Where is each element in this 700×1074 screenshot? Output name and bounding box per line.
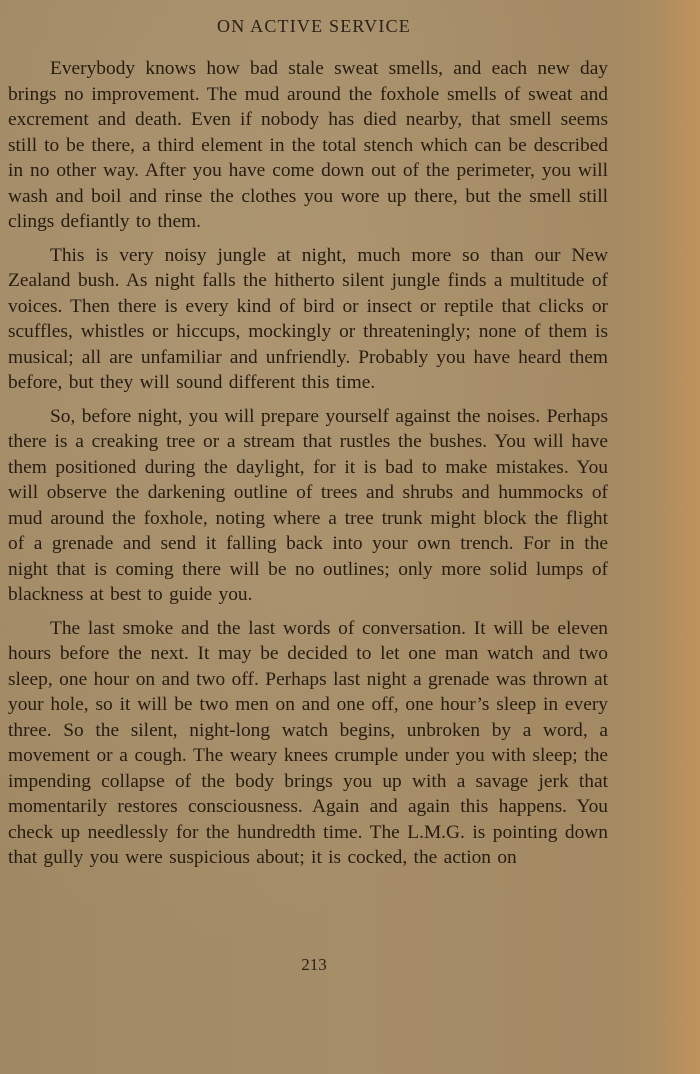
paragraph-4: The last smoke and the last words of conversation. It will be eleven hours before the next. It may be decided to let one man watch and two sleep, one hour on and two off. Perhaps last night a grenade was thrown at your hole, so it will be two men on and one off, one hour’s sleep in every three. So the silent, night-long watch begins, unbroken by a word, a movement or a cough. The weary knees crumple under you with sleep; the impending collapse of the body brings you up with a savage jerk that momentarily restores consciousness. Again and again this happens. You check up needlessly for the hundredth time. The L.M.G. is pointing down that gully you were suspicious about; it is cocked, the action on <box>8 617 608 868</box>
paragraph-3: So, before night, you will prepare yourself against the noises. Perhaps there is a creaking tree or a stream that rustles the bushes. You will have them positioned during the daylight, for it is bad to make mistakes. You will observe the darkening outline of trees and shrubs and hummocks of mud around the foxhole, noting where a tree trunk might block the flight of a grenade and send it falling back into your own trench. For in the night that is coming there will be no outlines; only more solid lumps of blackness at best to guide you. <box>8 405 608 605</box>
page-number: 213 <box>301 955 327 974</box>
running-head: ON ACTIVE SERVICE <box>217 16 411 36</box>
body-text <box>8 56 608 879</box>
paragraph-2: This is very noisy jungle at night, much more so than our New Zealand bush. As night falls the hitherto silent jungle finds a multitude of voices. Then there is every kind of bird or insect or reptile that clicks or scuffles, whistles or hiccups, mockingly or threateningly; none of them is musical; all are unfamiliar and unfriendly. Probably you have heard them before, but they will sound different this time. <box>8 244 608 393</box>
paragraph-1: Everybody knows how bad stale sweat smells, and each new day brings no improvement. The mud around the foxhole smells of sweat and excrement and death. Even if nobody has died nearby, that smell seems still to be there, a third element in the total stench which can be described in no other way. After you have come down out of the perimeter, you will wash and boil and rinse the clothes you wore up there, but the smell still clings defiantly to them. <box>8 58 608 232</box>
